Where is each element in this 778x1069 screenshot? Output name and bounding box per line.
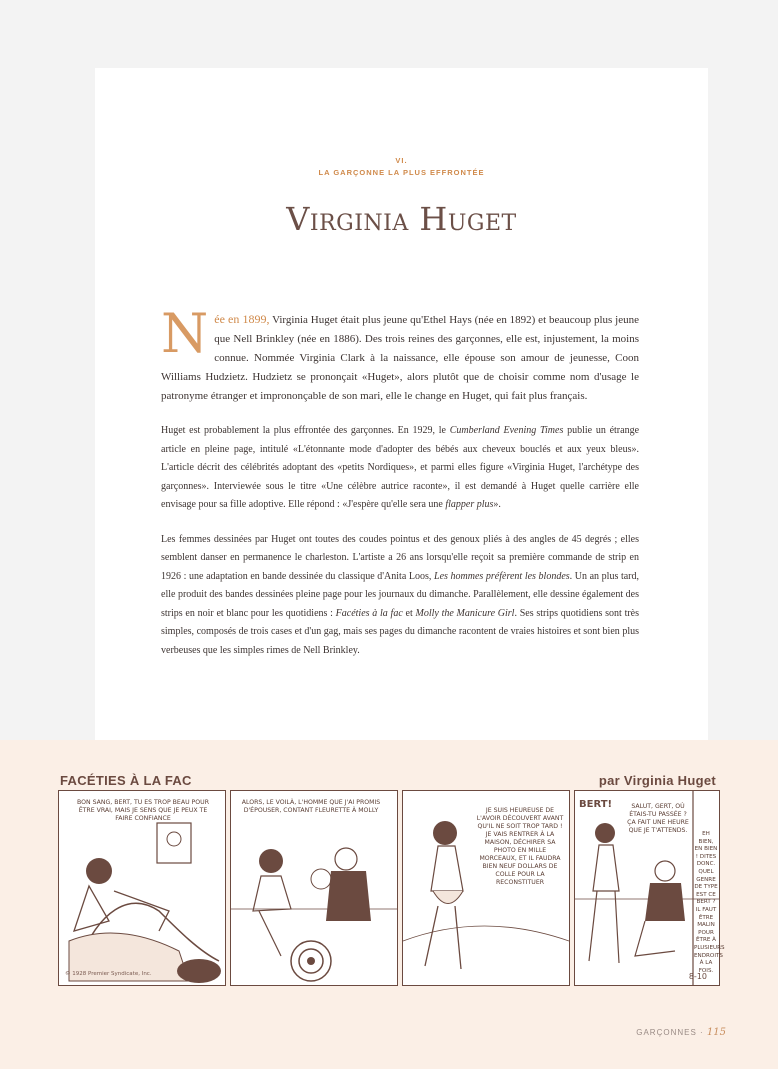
- strip-date-code: 8-10: [688, 972, 707, 981]
- speech-bubble: SALUT, GERT, OÙ ÉTAIS-TU PASSÉE ? ÇA FAIT UNE HEURE QUE JE T'ATTENDS.: [627, 803, 689, 834]
- p2-text-e: ».: [493, 499, 501, 510]
- page-footer: [636, 1027, 726, 1038]
- paragraph-1-text: Virginia Huget était plus jeune qu'Ethel Hays (née en 1892) et beaucoup plus jeune que Nell Brinkley (née en 1886). Des trois reines des garçonnes, elle est, injustement, la moins connue. Nommée Virginia Clark à la naissance, elle épouse son amour de jeunesse, Coon Williams Hudzietz. Hudzietz se prononçait «Huget», alors plutôt que de choisir comme nom d'usage le patronyme étranger et imprononçable de son mari, elle le change en Huget, qui fait plus français.: [161, 314, 639, 402]
- p3-book-ref: Les hommes préfèrent les blondes: [434, 570, 570, 582]
- p3-text-g: . Ses strips quotidiens sont très simples, composés de trois cases et d'un gag, mais ses pages du dimanche racontent de vraies histoires et sont bien plus verbeuses que les simples rimes de Nell Brinkley.: [161, 607, 640, 656]
- paragraph-3: [161, 531, 639, 661]
- speech-bubble: JE SUIS HEUREUSE DE L'AVOIR DÉCOUVERT AVANT QU'IL NE SOIT TROP TARD ! JE VAIS RENTRER À LA MAISON, DÉCHIRER SA PHOTO EN MILLE MORCEAUX, ET IL FAUDRA BIEN NEUF DOLLARS DE COLLE POUR LA RECONSTITUER: [476, 807, 564, 886]
- paragraph-1: [161, 302, 639, 406]
- strip-byline: par Virginia Huget: [598, 773, 716, 788]
- page-number: 115: [706, 1027, 726, 1038]
- speech-bubble: BON SANG, BERT, TU ES TROP BEAU POUR ÊTRE VRAI, MAIS JE SENS QUE JE PEUX TE FAIRE CONFIANCE: [77, 799, 209, 822]
- p2-text-a: Huget est probablement la plus effrontée des garçonnes. En 1929, le: [161, 425, 450, 436]
- copyright-notice: © 1928 Premier Syndicate, Inc.: [65, 971, 152, 977]
- page-title: Virginia Huget: [286, 200, 517, 238]
- bert-sign: BERT!: [579, 799, 613, 810]
- chapter-number: VI.: [395, 156, 408, 165]
- lead-in: ée en 1899,: [214, 312, 270, 326]
- p3-strip-ref-2: Molly the Manicure Girl: [415, 607, 515, 619]
- paragraph-2: [161, 422, 639, 515]
- speech-bubble: EH BIEN, EN BIEN ! DITES DONC. QUEL GENRE DE TYPE EST CE BERT ? IL FAUT ÊTRE MALIN POUR ÊTRE À PLUSIEURS ENDROITS À LA FOIS.: [694, 831, 725, 974]
- p2-quote-em: flapper plus: [445, 499, 494, 510]
- book-page: [95, 68, 708, 740]
- comic-panel-1: [58, 790, 226, 986]
- p2-text-c: publie un étrange article en pleine page, intitulé «L'étonnante mode d'adopter des bébés aux cheveux bouclés et aux yeux bleus». L'article décrit des célébrités adoptant des «petits Nordiques», et parmi elles figure «Virginia Huget, l'archétype des garçonnes». Interviewée sous le titre «Une célèbre autrice raconte», il est demandé à Huget quelle carrière elle envisage pour sa fille adoptive. Elle répond : «J'espère qu'elle sera une: [161, 425, 640, 510]
- comic-panel-2: [230, 790, 398, 986]
- drop-cap: N: [161, 302, 209, 365]
- comic-panel-3: [402, 790, 570, 986]
- speech-bubble: ALORS, LE VOILÀ, L'HOMME QUE J'AI PROMIS D'ÉPOUSER, CONTANT FLEURETTE À MOLLY: [241, 799, 381, 814]
- p3-text-a: Les femmes dessinées par Huget ont toutes des coudes pointus et des genoux pliés à des angles de 45 degrés ; elles semblent danser en permanence le charleston. L'artiste a 26 ans lorsqu'elle reçoit sa première commande de strip en 1926 : une adaptation en bande dessinée du classique d'Anita Loos,: [161, 533, 639, 582]
- comic-panels: [58, 790, 725, 986]
- p3-text-c: . Un an plus tard, elle produit des bandes dessinées pleine page pour les journaux du dimanche. Parallèlement, elle dessine également des strips en noir et blanc pour les quotidiens :: [161, 570, 639, 619]
- p3-strip-ref-1: Facéties à la fac: [335, 607, 403, 619]
- panel-2-illustration: [231, 791, 397, 985]
- p2-title-ref: Cumberland Evening Times: [449, 425, 564, 436]
- comic-panel-4: [574, 790, 725, 986]
- p3-text-e: et: [402, 607, 416, 619]
- chapter-subtitle: LA GARÇONNE LA PLUS EFFRONTÉE: [318, 168, 485, 177]
- article-body: [161, 302, 640, 676]
- footer-label: GARÇONNES: [636, 1028, 697, 1037]
- comic-strip-section: [0, 740, 778, 1069]
- footer-separator: ·: [696, 1028, 707, 1037]
- strip-title: FACÉTIES À LA FAC: [60, 773, 192, 788]
